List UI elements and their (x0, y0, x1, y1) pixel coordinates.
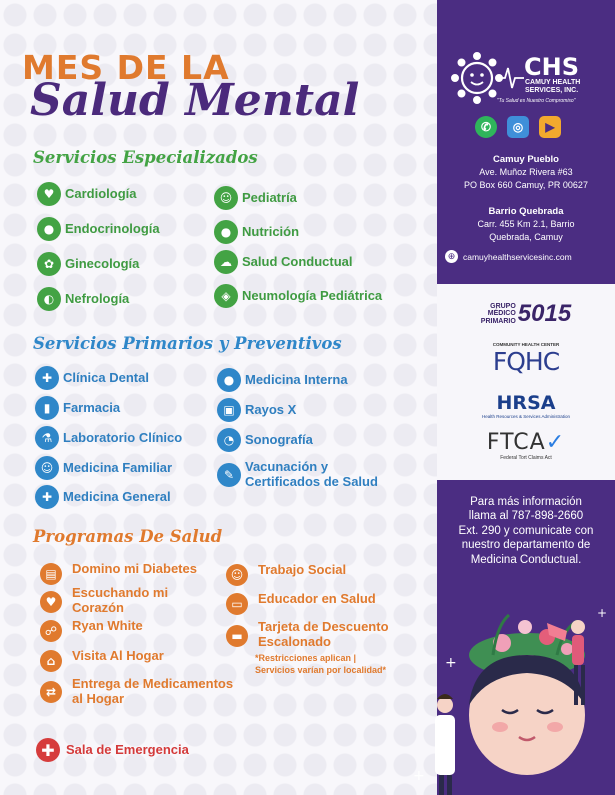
family-icon: ☺ (35, 456, 59, 480)
address-barrio-quebrada: Barrio Quebrada Carr. 455 Km 2.1, Barrio Quebrada, Camuy (477, 206, 575, 242)
service-endocrinologia: ● Endocrinología (37, 217, 160, 241)
title-line2: Salud Mental (30, 75, 360, 126)
card-icon: ▬ (226, 625, 248, 647)
hrsa-logo: HRSA Health Resources & Services Administration (481, 392, 571, 419)
title-line1: MES DE LA (22, 48, 230, 87)
contact-info-text: Para más información llama al 787-898-2660 Ext. 290 y comunicate con nuestro departamento de Medicina Conductual. (458, 496, 594, 566)
especializados-heading: Servicios Especializados (33, 148, 258, 167)
brain-icon: ☁ (214, 250, 238, 274)
hands-icon: ♥ (40, 591, 62, 613)
program-escuchando-corazon: ♥ Escuchando mi Corazón (40, 586, 200, 616)
address-camuy-pueblo: Camuy Pueblo Ave. Muñoz Rivera #63 PO Box 660 Camuy, PR 00627 (464, 154, 588, 190)
ultrasound-icon: ◔ (217, 428, 241, 452)
restrictions-note: *Restricciones aplican | Servicios varían por localidad* (255, 653, 387, 676)
logo-name: CAMUY HEALTH SERVICES, INC. (525, 79, 581, 94)
teacher-icon: ▭ (226, 593, 248, 615)
website-link[interactable]: ⊕ camuyhealthservicesinc.com (445, 250, 572, 263)
program-visita-hogar: ⌂ Visita Al Hogar (40, 649, 164, 672)
svg-text:+: + (597, 606, 608, 620)
service-medicina-interna: ● Medicina Interna (217, 368, 348, 392)
house-icon: ⌂ (40, 650, 62, 672)
program-trabajo-social: ☺ Trabajo Social (226, 563, 346, 586)
social-links (475, 116, 561, 138)
service-nutricion: ● Nutrición (214, 220, 299, 244)
ribbon-icon: ☍ (40, 620, 62, 642)
program-educador-salud: ▭ Educador en Salud (226, 592, 376, 615)
youtube-icon[interactable]: ▶ (539, 116, 561, 138)
service-cardiologia: ♥ Cardiología (37, 182, 137, 206)
service-neumologia-pediatrica: ◈ Neumología Pediátrica (214, 284, 382, 308)
glucose-meter-icon: ▤ (40, 563, 62, 585)
service-farmacia: ▮ Farmacia (35, 396, 120, 420)
logo-acronym: CHS (524, 53, 579, 81)
ftca-logo: FTCA✓ Federal Tort Claims Act (486, 430, 566, 461)
stethoscope-icon: ✚ (35, 485, 59, 509)
primarios-heading: Servicios Primarios y Preventivos (33, 334, 342, 353)
person-icon: ● (37, 217, 61, 241)
uterus-icon: ✿ (37, 252, 61, 276)
service-ginecologia: ✿ Ginecología (37, 252, 139, 276)
service-rayos-x: ▣ Rayos X (217, 398, 296, 422)
svg-text:+: + (413, 768, 425, 784)
heart-icon: ♥ (37, 182, 61, 206)
lungs-icon: ◈ (214, 284, 238, 308)
logo-slogan: "Tu Salud es Nuestro Compromiso" (497, 98, 576, 104)
tooth-icon: ✚ (35, 366, 59, 390)
gmp-5015-logo: GRUPO MÉDICO PRIMARIO 5015 (480, 300, 572, 327)
program-tarjeta-descuento: ▬ Tarjeta de Descuento Escalonado (226, 620, 411, 650)
people-icon: ☺ (226, 564, 248, 586)
fqhc-logo: COMMUNITY HEALTH CENTER FQHC (492, 342, 560, 376)
service-medicina-familiar: ☺ Medicina Familiar (35, 456, 172, 480)
apple-icon: ● (214, 220, 238, 244)
service-salud-conductual: ☁ Salud Conductual (214, 250, 353, 274)
red-cross-icon: ✚ (36, 738, 60, 762)
program-domino-diabetes: ▤ Domino mi Diabetes (40, 562, 197, 585)
program-ryan-white: ☍ Ryan White (40, 619, 143, 642)
doctor-icon: ● (217, 368, 241, 392)
service-clinica-dental: ✚ Clínica Dental (35, 366, 149, 390)
service-vacunacion: ✎ Vacunación y Certificados de Salud (217, 460, 397, 490)
service-laboratorio-clinico: ⚗ Laboratorio Clínico (35, 426, 182, 450)
programas-heading: Programas De Salud (33, 527, 223, 546)
delivery-icon: ⇄ (40, 681, 62, 703)
accreditation-logos (437, 284, 615, 480)
syringe-icon: ✎ (217, 463, 241, 487)
sala-emergencia: ✚ Sala de Emergencia (36, 738, 189, 762)
globe-icon: ⊕ (445, 250, 458, 263)
pill-icon: ▮ (35, 396, 59, 420)
mental-health-illustration (397, 585, 615, 795)
family-icon: ☺ (214, 186, 238, 210)
checkmark-icon: ✓ (545, 430, 566, 455)
instagram-icon[interactable]: ◎ (507, 116, 529, 138)
service-pediatria: ☺ Pediatría (214, 186, 297, 210)
contact-panel (437, 0, 615, 284)
service-sonografia: ◔ Sonografía (217, 428, 313, 452)
service-nefrologia: ◐ Nefrología (37, 287, 129, 311)
xray-icon: ▣ (217, 398, 241, 422)
svg-text:+: + (445, 655, 457, 671)
kidney-icon: ◐ (37, 287, 61, 311)
chs-logo (449, 48, 609, 110)
whatsapp-icon[interactable]: ✆ (475, 116, 497, 138)
service-medicina-general: ✚ Medicina General (35, 485, 171, 509)
flask-icon: ⚗ (35, 426, 59, 450)
program-entrega-medicamentos: ⇄ Entrega de Medicamentos al Hogar (40, 677, 240, 707)
